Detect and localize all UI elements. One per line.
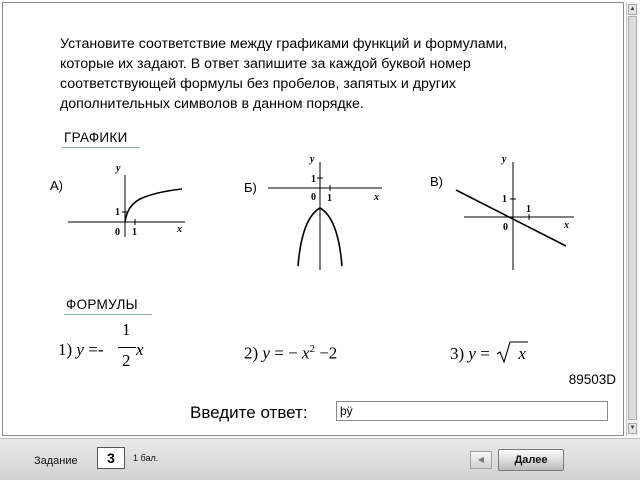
graph-a-x-tick-label: 1 — [132, 227, 137, 238]
vertical-scrollbar[interactable] — [626, 2, 638, 436]
task-label: Задание — [34, 455, 78, 467]
graph-c-label: В) — [430, 174, 443, 189]
graph-a — [60, 155, 200, 255]
graph-b-x-label: x — [374, 192, 379, 203]
graph-c — [450, 148, 590, 273]
graph-a-curve — [125, 189, 182, 222]
formula-3-sqrt-icon — [496, 340, 530, 366]
graph-b-label: Б) — [244, 180, 257, 195]
formula-3-eq: = — [480, 344, 490, 363]
graph-a-y-tick-label: 1 — [115, 207, 120, 218]
graph-a-y-label: y — [116, 163, 121, 174]
task-line: дополнительных символов в данном порядке. — [60, 96, 364, 112]
formula-2-sign: − — [288, 343, 298, 363]
formula-3-var: x — [518, 344, 526, 363]
graph-b — [260, 148, 390, 273]
task-line: которые их задают. В ответ запишите за каждой буквой номер — [60, 56, 471, 72]
graph-b-origin: 0 — [311, 192, 316, 203]
graph-b-y-label: y — [310, 154, 315, 165]
formula-2-var: x — [301, 343, 310, 363]
graphs-heading: ГРАФИКИ — [64, 130, 128, 145]
answer-label: Введите ответ: — [190, 403, 308, 422]
graph-b-x-tick-label: 1 — [327, 193, 332, 204]
formula-1-sign: - — [97, 340, 104, 359]
graph-c-x-label: x — [564, 220, 569, 231]
graphs-heading-underline — [62, 147, 140, 148]
formula-2 — [244, 343, 337, 364]
task-text — [60, 34, 580, 114]
formula-3-lhs: y — [468, 344, 476, 363]
formula-1-var: x — [135, 340, 144, 359]
task-line: Установите соответствие между графиками функций и формулами, — [60, 36, 508, 52]
formulas-heading-underline — [64, 314, 152, 315]
formula-1-fraction-bar — [118, 347, 136, 348]
graph-c-y-tick-label: 1 — [502, 194, 507, 205]
formula-1-denominator: 2 — [122, 351, 131, 370]
graph-a-x-label: x — [177, 224, 182, 235]
scroll-up-arrow-icon[interactable]: ▲ — [628, 4, 637, 15]
formula-1-numerator: 1 — [122, 320, 131, 339]
graph-c-x-tick-label: 1 — [526, 204, 531, 215]
graph-c-line — [456, 190, 566, 246]
formula-2-lhs: y — [262, 343, 270, 363]
graph-c-origin: 0 — [503, 222, 508, 233]
next-button[interactable]: Далее — [498, 449, 564, 471]
graph-b-y-tick-label: 1 — [311, 174, 316, 185]
answer-input[interactable] — [336, 401, 608, 421]
graph-c-y-label: y — [502, 154, 507, 165]
footer-bar — [0, 438, 640, 480]
points-label: 1 бал. — [133, 453, 159, 463]
formulas-heading: ФОРМУЛЫ — [66, 297, 138, 312]
scroll-thumb[interactable] — [628, 16, 637, 420]
graph-a-origin: 0 — [115, 227, 120, 238]
formula-1-index: 1) — [58, 340, 73, 359]
formula-2-eq: = — [274, 343, 284, 363]
scroll-down-arrow-icon[interactable]: ▼ — [628, 423, 637, 434]
formula-2-index: 2) — [244, 343, 259, 363]
formula-1-lhs: y — [76, 340, 84, 359]
formula-2-rest: −2 — [319, 343, 338, 363]
formula-3-index: 3) — [450, 344, 465, 363]
graph-a-label: А) — [50, 178, 63, 193]
task-number: 3 — [97, 447, 125, 469]
formula-1 — [58, 340, 144, 360]
question-code: 89503D — [568, 372, 616, 387]
formula-2-exponent: 2 — [309, 343, 315, 355]
task-line: соответствующей формулы без пробелов, запятых и других — [60, 76, 456, 92]
previous-arrow-icon[interactable]: ◀ — [470, 451, 492, 469]
formula-1-eq: = — [88, 340, 98, 359]
